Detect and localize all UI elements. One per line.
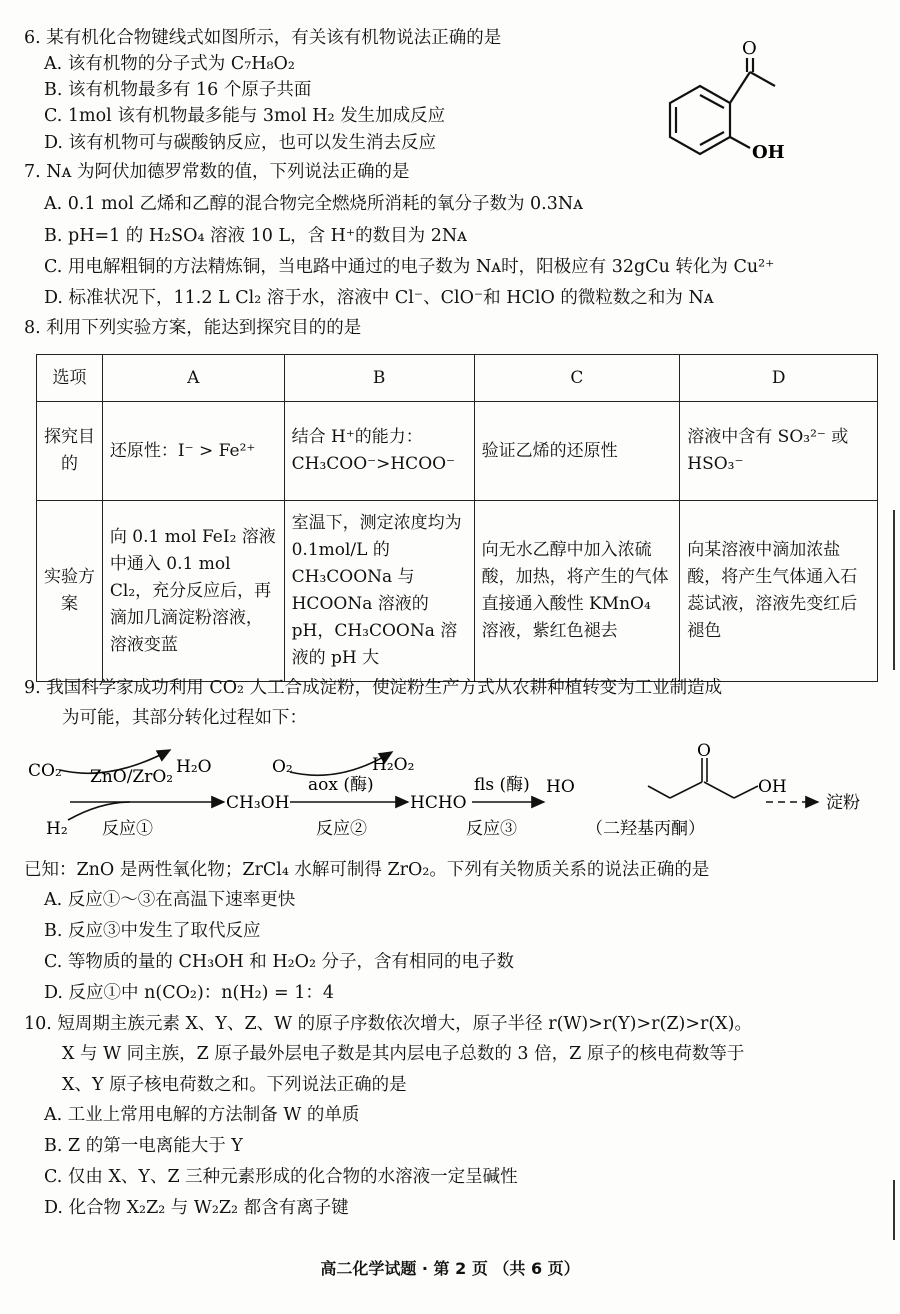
molecule-structure xyxy=(650,36,810,166)
header-cell: A xyxy=(102,355,284,402)
q9-known: 已知：ZnO 是两性氧化物；ZrCl₄ 水解可制得 ZrO₂。下列有关物质关系的说法正确的是 xyxy=(24,860,710,880)
q10-option-c: C. 仅由 X、Y、Z 三种元素形成的化合物的水溶液一定呈碱性 xyxy=(44,1167,518,1187)
table-cell: 溶液中含有 SO₃²⁻ 或 HSO₃⁻ xyxy=(680,402,878,501)
scheme-hcho: HCHO xyxy=(410,793,467,813)
q10-stem-line2: X 与 W 同主族，Z 原子最外层电子数是其内层电子总数的 3 倍，Z 原子的核电荷数等于 xyxy=(62,1044,745,1064)
scheme-o2: O₂ xyxy=(272,757,293,777)
scheme-product-oh: OH xyxy=(758,777,787,797)
q7-stem: 7. Nᴀ 为阿伏加德罗常数的值，下列说法正确的是 xyxy=(24,162,410,182)
q10-option-d: D. 化合物 X₂Z₂ 与 W₂Z₂ 都含有离子键 xyxy=(44,1198,349,1218)
q10-option-b: B. Z 的第一电离能大于 Y xyxy=(44,1136,243,1156)
scheme-h2: H₂ xyxy=(46,819,68,839)
scheme-h2o2: H₂O₂ xyxy=(372,755,415,775)
q7-option-a: A. 0.1 mol 乙烯和乙醇的混合物完全燃烧所消耗的氧分子数为 0.3Nᴀ xyxy=(44,194,584,214)
q6-stem: 6. 某有机化合物键线式如图所示，有关该有机物说法正确的是 xyxy=(24,28,502,48)
q9-option-d: D. 反应①中 n(CO₂)：n(H₂) = 1：4 xyxy=(44,983,335,1003)
scan-margin-line xyxy=(893,1180,895,1240)
table-cell: 验证乙烯的还原性 xyxy=(474,402,680,501)
scheme-product-o: O xyxy=(697,742,711,761)
q9-stem-line2: 为可能，其部分转化过程如下： xyxy=(62,708,307,728)
q9-option-c: C. 等物质的量的 CH₃OH 和 H₂O₂ 分子，含有相同的电子数 xyxy=(44,952,515,972)
q9-stem-line1: 9. 我国科学家成功利用 CO₂ 人工合成淀粉，使淀粉生产方式从农耕种植转变为工业制造成 xyxy=(24,678,723,698)
scheme-h2o: H₂O xyxy=(176,757,212,777)
q7-option-d: D. 标准状况下，11.2 L Cl₂ 溶于水，溶液中 Cl⁻、ClO⁻和 HClO 的微粒数之和为 Nᴀ xyxy=(44,288,714,308)
q7-option-c: C. 用电解粗铜的方法精炼铜，当电路中通过的电子数为 Nᴀ时，阳极应有 32gCu 转化为 Cu²⁺ xyxy=(44,257,775,277)
q6-option-d: D. 该有机物可与碳酸钠反应，也可以发生消去反应 xyxy=(44,133,437,153)
q9-option-b: B. 反应③中发生了取代反应 xyxy=(44,921,261,941)
page-footer: 高二化学试题 · 第 2 页 （共 6 页） xyxy=(320,1259,580,1278)
header-cell: 选项 xyxy=(37,355,103,402)
q10-stem-line1: 10. 短周期主族元素 X、Y、Z、W 的原子序数依次增大，原子半径 r(W)>r(Y)>r(Z)>r(X)。 xyxy=(24,1014,752,1034)
q8-stem: 8. 利用下列实验方案，能达到探究目的的是 xyxy=(24,318,362,338)
scheme-product-ho: HO xyxy=(546,777,575,797)
header-cell: B xyxy=(284,355,474,402)
table-row xyxy=(37,501,878,682)
scheme-cat3: fls (酶) xyxy=(474,775,530,795)
q6-option-b: B. 该有机物最多有 16 个原子共面 xyxy=(44,80,312,100)
table-cell: 室温下，测定浓度均为 0.1mol/L 的 CH₃COONa 与 HCOONa 溶液的 pH，CH₃COONa 溶液的 pH 大 xyxy=(284,501,474,682)
q7-option-b: B. pH=1 的 H₂SO₄ 溶液 10 L，含 H⁺的数目为 2Nᴀ xyxy=(44,226,468,246)
q10-stem-line3: X、Y 原子核电荷数之和。下列说法正确的是 xyxy=(62,1075,407,1095)
carbonyl-o-label: O xyxy=(742,38,757,59)
table-cell: 还原性：I⁻ > Fe²⁺ xyxy=(102,402,284,501)
row-label-purpose: 探究目的 xyxy=(37,402,103,501)
header-cell: D xyxy=(680,355,878,402)
row-label-plan: 实验方案 xyxy=(37,501,103,682)
table-cell: 向无水乙醇中加入浓硫酸，加热，将产生的气体直接通入酸性 KMnO₄ 溶液，紫红色褪去 xyxy=(474,501,680,682)
q10-option-a: A. 工业上常用电解的方法制备 W 的单质 xyxy=(44,1105,360,1125)
header-cell: C xyxy=(474,355,680,402)
reaction-scheme xyxy=(20,742,880,842)
q9-option-a: A. 反应①～③在高温下速率更快 xyxy=(44,890,296,910)
scheme-cat1: ZnO/ZrO₂ xyxy=(90,767,174,787)
table-row xyxy=(37,402,878,501)
scheme-step1: 反应① xyxy=(102,819,153,839)
scheme-final: 淀粉 xyxy=(826,793,860,813)
q6-option-a: A. 该有机物的分子式为 C₇H₈O₂ xyxy=(44,54,295,74)
scheme-cat2: aox (酶) xyxy=(308,775,374,795)
scheme-ch3oh: CH₃OH xyxy=(226,793,290,813)
scheme-step2: 反应② xyxy=(316,819,367,839)
table-cell: 结合 H⁺的能力：CH₃COO⁻>HCOO⁻ xyxy=(284,402,474,501)
q6-option-c: C. 1mol 该有机物最多能与 3mol H₂ 发生加成反应 xyxy=(44,106,446,126)
table-cell: 向 0.1 mol FeI₂ 溶液中通入 0.1 mol Cl₂，充分反应后，再滴加几滴淀粉溶液，溶液变蓝 xyxy=(102,501,284,682)
scheme-step3: 反应③ xyxy=(466,819,517,839)
scheme-product-name: （二羟基丙酮） xyxy=(586,819,705,839)
table-cell: 向某溶液中滴加浓盐酸，将产生气体通入石蕊试液，溶液先变红后褪色 xyxy=(680,501,878,682)
scheme-co2: CO₂ xyxy=(28,761,62,781)
scan-margin-line xyxy=(893,510,895,670)
table-header-row xyxy=(37,355,878,402)
hydroxyl-label: OH xyxy=(752,142,785,163)
experiment-table xyxy=(36,354,878,682)
